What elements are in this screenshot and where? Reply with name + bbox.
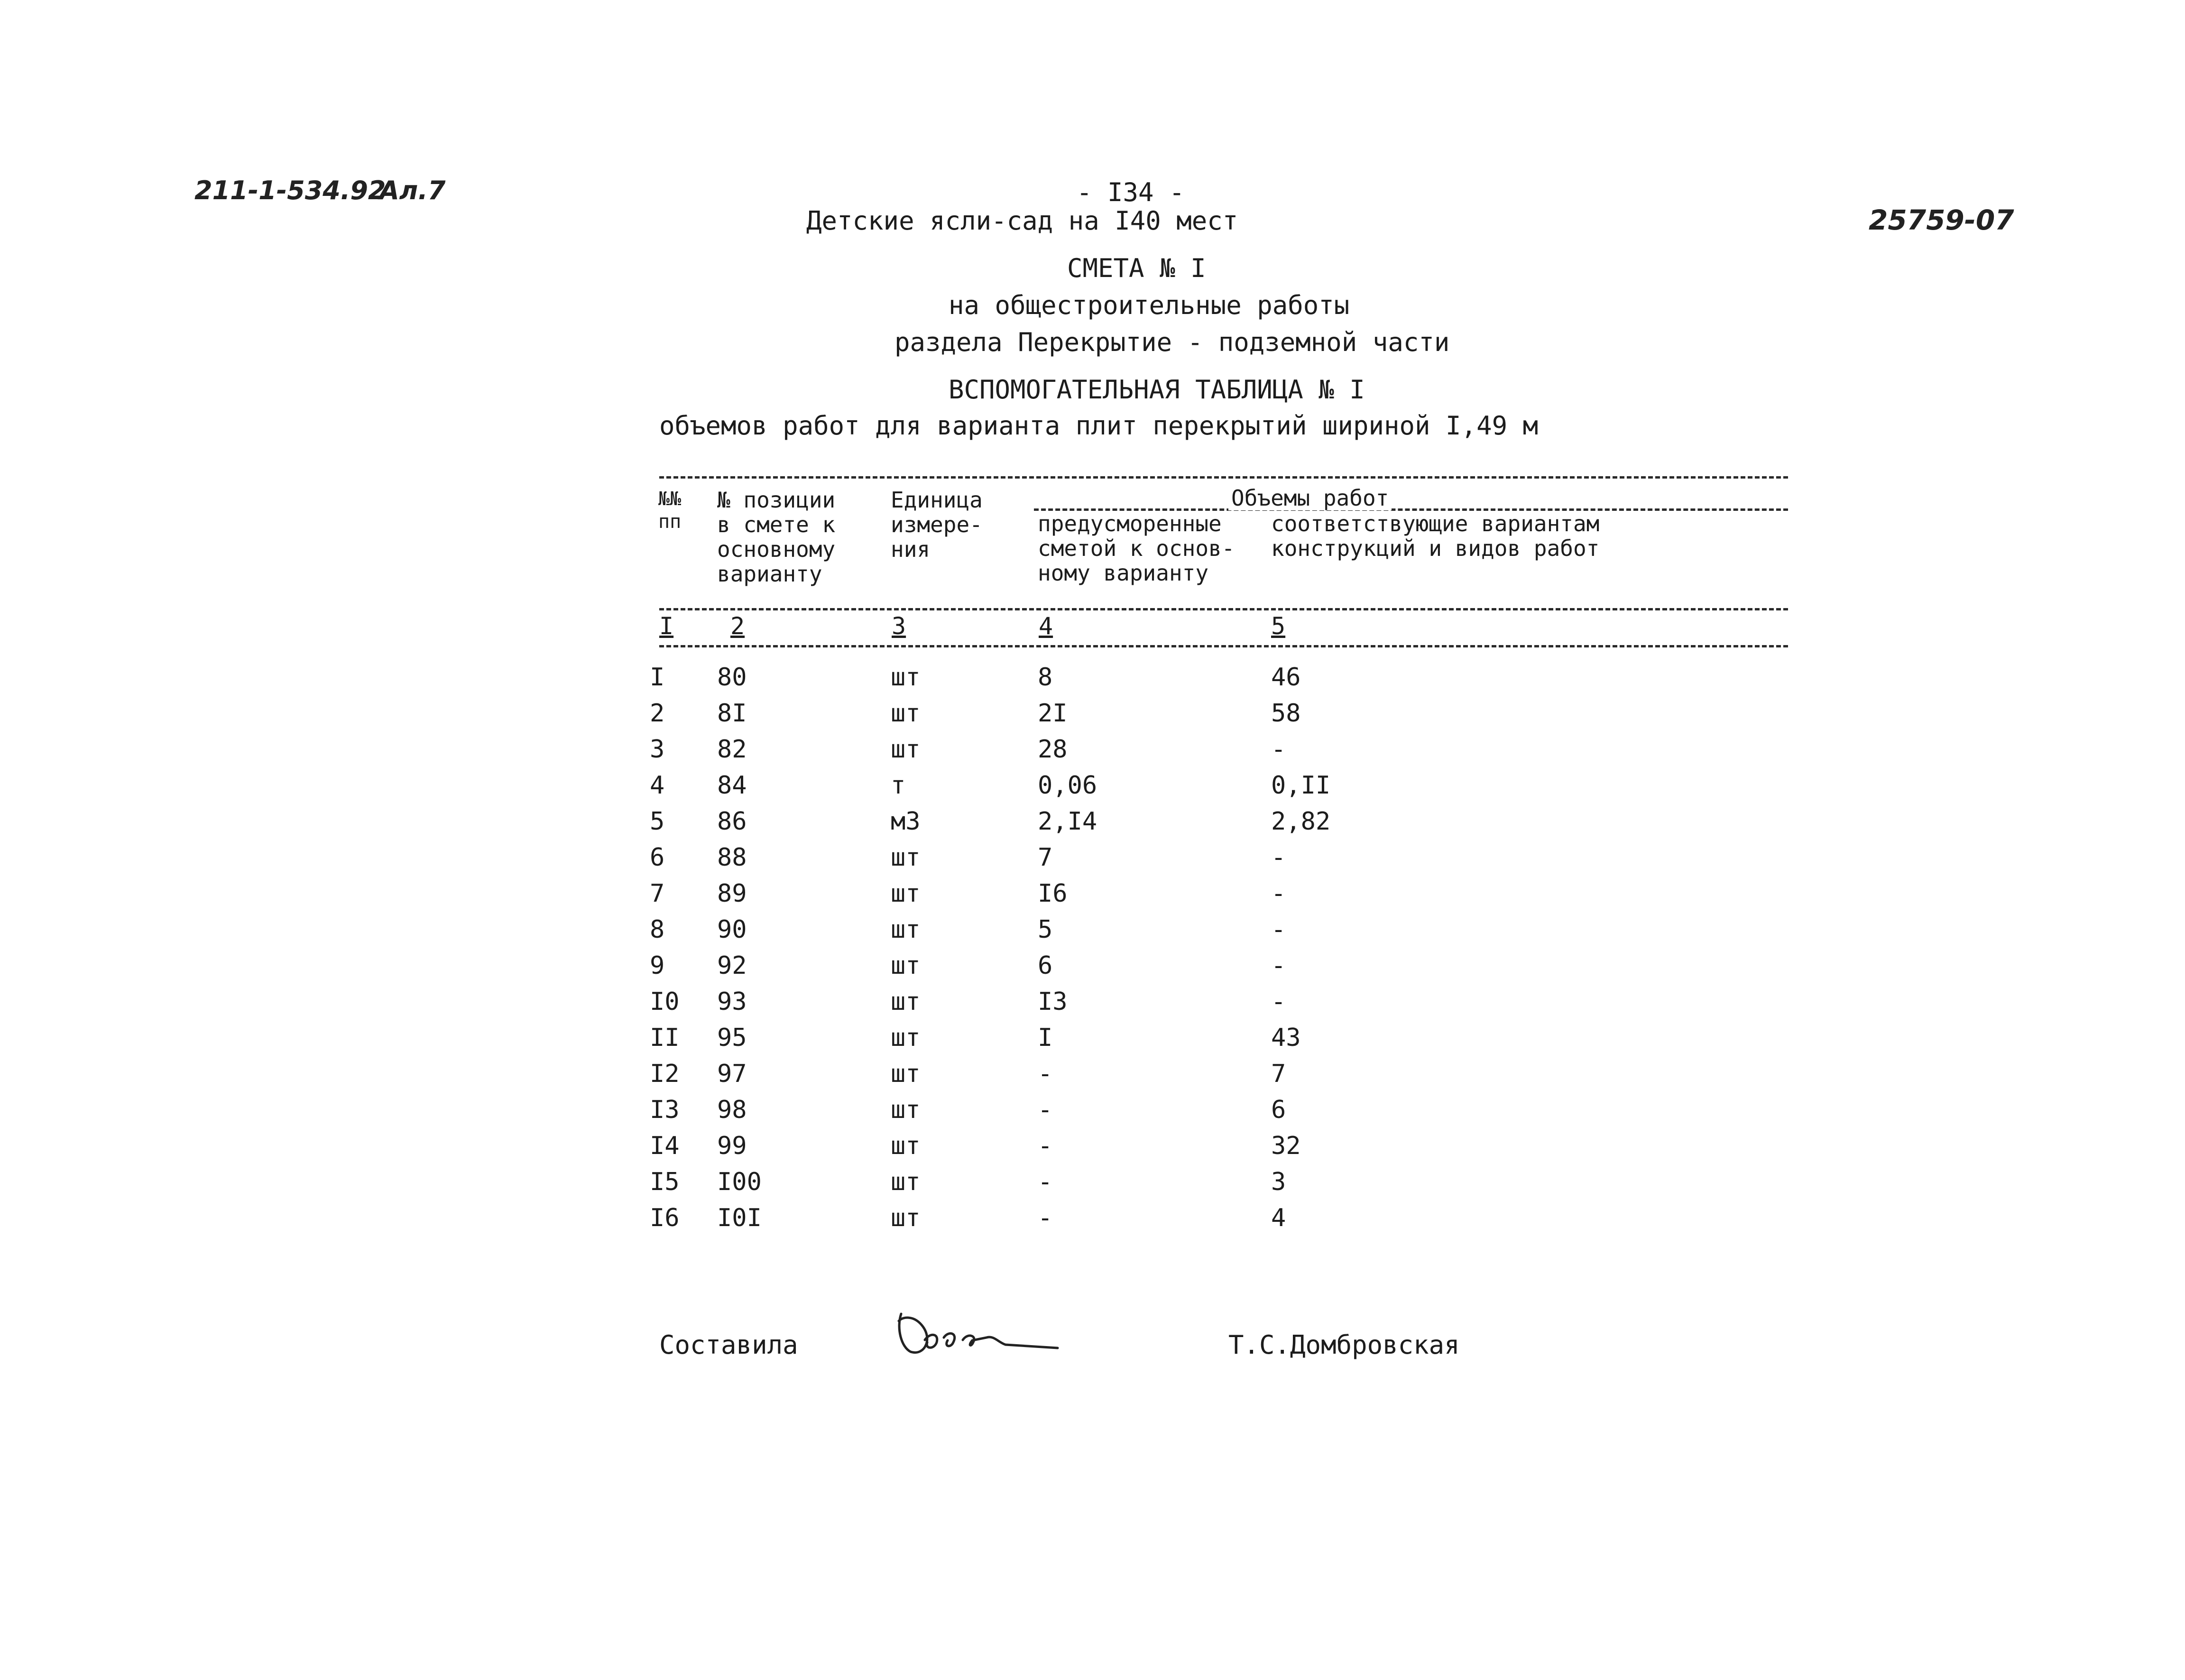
cell-volume-variant: 0,II bbox=[1271, 771, 1331, 800]
table-subtitle: объемов работ для варианта плит перекрытий шириной I,49 м bbox=[659, 411, 1539, 441]
cell-unit: м3 bbox=[891, 807, 921, 836]
cell-volume-variant: 43 bbox=[1271, 1024, 1301, 1052]
cell-row-number: I5 bbox=[650, 1168, 680, 1196]
cell-volume-variant: - bbox=[1271, 735, 1286, 764]
object-title: Детские ясли-сад на I40 мест bbox=[806, 206, 1238, 236]
cell-position-number: I0I bbox=[717, 1204, 762, 1232]
cell-unit: шт bbox=[891, 951, 921, 980]
cell-volume-variant: 32 bbox=[1271, 1132, 1301, 1160]
page-number: - I34 - bbox=[1077, 177, 1185, 207]
cell-position-number: 98 bbox=[717, 1096, 747, 1124]
column-number-1: I bbox=[659, 612, 674, 640]
compiler-name: Т.С.Домбровская bbox=[1228, 1330, 1460, 1360]
cell-volume-base: 2I bbox=[1038, 699, 1068, 728]
cell-row-number: 9 bbox=[650, 951, 665, 980]
cell-unit: шт bbox=[891, 1060, 921, 1088]
cell-volume-base: 6 bbox=[1038, 951, 1053, 980]
cell-position-number: 95 bbox=[717, 1024, 747, 1052]
cell-unit: шт bbox=[891, 915, 921, 944]
cell-volume-base: 28 bbox=[1038, 735, 1068, 764]
cell-unit: шт bbox=[891, 1024, 921, 1052]
cell-row-number: I2 bbox=[650, 1060, 680, 1088]
cell-row-number: 5 bbox=[650, 807, 665, 836]
cell-volume-base: 5 bbox=[1038, 915, 1053, 944]
column-numbers-rule bbox=[659, 645, 1788, 647]
cell-position-number: 84 bbox=[717, 771, 747, 800]
header-unit: Единица измере- ния bbox=[891, 487, 983, 562]
cell-volume-base: - bbox=[1038, 1060, 1053, 1088]
cell-position-number: 82 bbox=[717, 735, 747, 764]
compiled-by-label: Составила bbox=[659, 1330, 798, 1360]
cell-volume-variant: 3 bbox=[1271, 1168, 1286, 1196]
header-volume-base: предусморенные сметой к основ- ному варианту bbox=[1038, 511, 1235, 586]
cell-volume-variant: - bbox=[1271, 843, 1286, 872]
cell-row-number: 2 bbox=[650, 699, 665, 728]
cell-unit: шт bbox=[891, 1168, 921, 1196]
cell-row-number: I bbox=[650, 663, 665, 692]
cell-volume-variant: - bbox=[1271, 951, 1286, 980]
column-number-2: 2 bbox=[730, 612, 745, 640]
cell-row-number: I3 bbox=[650, 1096, 680, 1124]
cell-volume-base: - bbox=[1038, 1096, 1053, 1124]
cell-volume-variant: 7 bbox=[1271, 1060, 1286, 1088]
cell-position-number: 89 bbox=[717, 879, 747, 908]
estimate-subtitle-2: раздела Перекрытие - подземной части bbox=[894, 327, 1450, 357]
cell-volume-base: - bbox=[1038, 1132, 1053, 1160]
cell-volume-base: I3 bbox=[1038, 988, 1068, 1016]
cell-volume-variant: - bbox=[1271, 915, 1286, 944]
cell-volume-base: - bbox=[1038, 1204, 1053, 1232]
archive-number: 25759-07 bbox=[1869, 204, 2014, 236]
column-number-3: 3 bbox=[892, 612, 906, 640]
cell-position-number: 8I bbox=[717, 699, 747, 728]
cell-row-number: 6 bbox=[650, 843, 665, 872]
cell-volume-base: 2,I4 bbox=[1038, 807, 1097, 836]
cell-position-number: 90 bbox=[717, 915, 747, 944]
header-bottom-rule bbox=[659, 608, 1788, 610]
cell-volume-base: I bbox=[1038, 1024, 1053, 1052]
document-code: 211-1-534.92 bbox=[194, 175, 386, 205]
cell-volume-base: 0,06 bbox=[1038, 771, 1097, 800]
cell-unit: шт bbox=[891, 1204, 921, 1232]
cell-volume-variant: - bbox=[1271, 988, 1286, 1016]
cell-position-number: 86 bbox=[717, 807, 747, 836]
cell-unit: шт bbox=[891, 1096, 921, 1124]
estimate-subtitle-1: на общестроительные работы bbox=[949, 290, 1350, 320]
cell-volume-variant: - bbox=[1271, 879, 1286, 908]
cell-unit: шт bbox=[891, 1132, 921, 1160]
cell-row-number: I0 bbox=[650, 988, 680, 1016]
cell-position-number: 93 bbox=[717, 988, 747, 1016]
cell-volume-base: 8 bbox=[1038, 663, 1053, 692]
cell-row-number: 4 bbox=[650, 771, 665, 800]
cell-row-number: II bbox=[650, 1024, 680, 1052]
cell-volume-base: - bbox=[1038, 1168, 1053, 1196]
cell-unit: т bbox=[891, 771, 906, 800]
cell-row-number: I6 bbox=[650, 1204, 680, 1232]
cell-unit: шт bbox=[891, 699, 921, 728]
cell-row-number: 8 bbox=[650, 915, 665, 944]
cell-row-number: I4 bbox=[650, 1132, 680, 1160]
cell-volume-variant: 6 bbox=[1271, 1096, 1286, 1124]
cell-volume-base: I6 bbox=[1038, 879, 1068, 908]
cell-volume-variant: 4 bbox=[1271, 1204, 1286, 1232]
cell-position-number: 92 bbox=[717, 951, 747, 980]
sheet-label: Ал.7 bbox=[379, 175, 446, 205]
table-title: ВСПОМОГАТЕЛЬНАЯ ТАБЛИЦА № I bbox=[949, 375, 1365, 405]
cell-unit: шт bbox=[891, 663, 921, 692]
cell-volume-variant: 58 bbox=[1271, 699, 1301, 728]
cell-volume-base: 7 bbox=[1038, 843, 1053, 872]
cell-position-number: 99 bbox=[717, 1132, 747, 1160]
header-volume-group: Объемы работ bbox=[1228, 486, 1392, 510]
estimate-title: СМЕТА № I bbox=[1067, 253, 1206, 283]
cell-unit: шт bbox=[891, 988, 921, 1016]
header-row-number: №№ пп bbox=[658, 488, 682, 533]
cell-volume-variant: 46 bbox=[1271, 663, 1301, 692]
header-position: № позиции в смете к основному варианту bbox=[717, 487, 836, 587]
cell-position-number: 88 bbox=[717, 843, 747, 872]
cell-row-number: 7 bbox=[650, 879, 665, 908]
column-number-4: 4 bbox=[1039, 612, 1053, 640]
cell-unit: шт bbox=[891, 735, 921, 764]
cell-volume-variant: 2,82 bbox=[1271, 807, 1331, 836]
cell-position-number: 97 bbox=[717, 1060, 747, 1088]
cell-unit: шт bbox=[891, 879, 921, 908]
cell-unit: шт bbox=[891, 843, 921, 872]
cell-position-number: I00 bbox=[717, 1168, 762, 1196]
cell-row-number: 3 bbox=[650, 735, 665, 764]
column-number-5: 5 bbox=[1271, 612, 1286, 640]
signature bbox=[892, 1295, 1062, 1366]
header-volume-variant: соответствующие вариантам конструкций и видов работ bbox=[1271, 511, 1600, 561]
table-top-rule bbox=[659, 476, 1788, 479]
cell-position-number: 80 bbox=[717, 663, 747, 692]
